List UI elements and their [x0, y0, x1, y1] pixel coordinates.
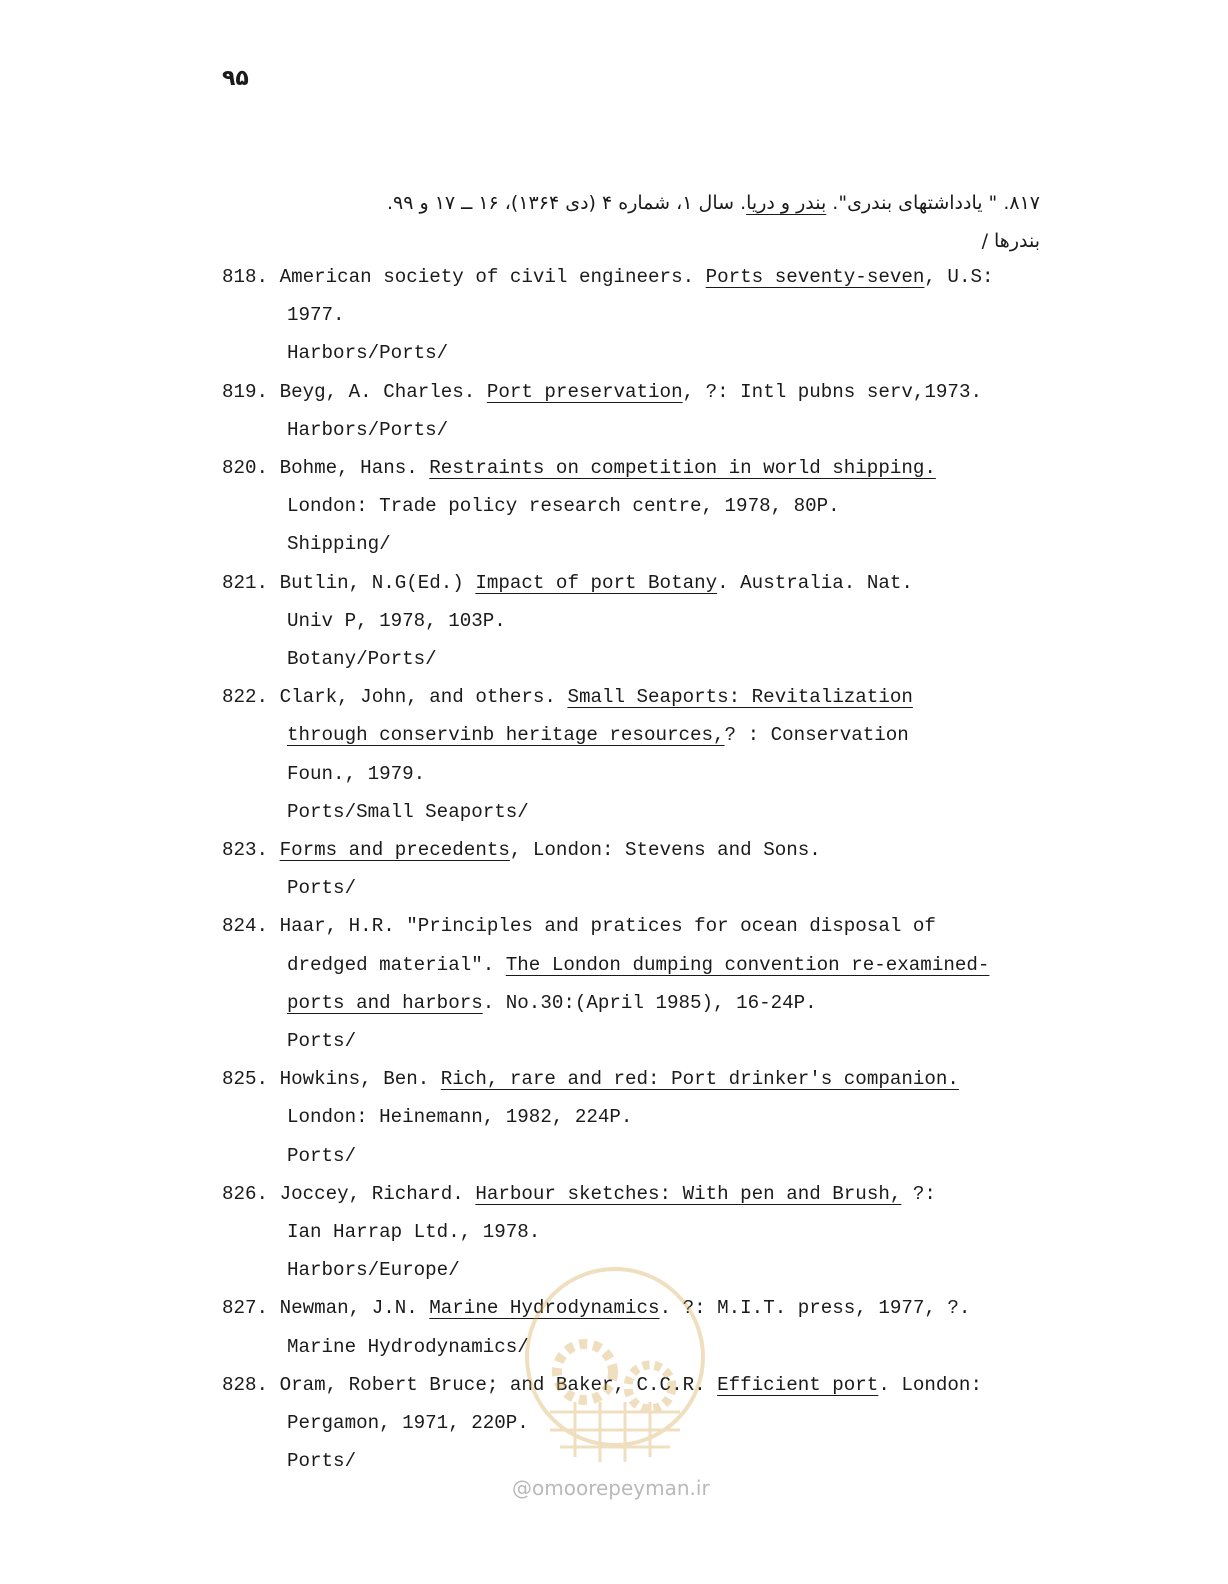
- entry-text: Ports/: [287, 1144, 357, 1167]
- entry-text: Haar, H.R. "Principles and pratices for ocean disposal of: [279, 915, 936, 938]
- entry-text: Butlin, N.G(Ed.): [279, 571, 476, 594]
- bib-entry-line: [222, 373, 1122, 411]
- entry-text: Pergamon, 1971, 220P.: [287, 1412, 529, 1435]
- entry-title: ports and harbors: [287, 991, 483, 1014]
- bib-entry: [222, 1060, 1122, 1175]
- bib-entry: [222, 678, 1122, 831]
- entry-text: Shipping/: [287, 533, 391, 556]
- entry-text: Ports/: [287, 1450, 357, 1473]
- bib-entry: [222, 907, 1122, 1060]
- entry-text: . ?: M.I.T. press, 1977, ?.: [659, 1297, 971, 1320]
- entry-text: Howkins, Ben.: [279, 1068, 441, 1091]
- page-number: ۹۵: [222, 66, 249, 91]
- entry-text: Univ P, 1978, 103P.: [287, 609, 506, 632]
- entry-text: , U.S:: [924, 266, 994, 288]
- persian-text: ۸۱۷. " یادداشتهای بندری".: [826, 192, 1040, 214]
- bib-entry-line: [222, 1060, 1122, 1098]
- persian-entry-line-2: بندرها /: [981, 230, 1040, 252]
- bib-entry-line: [222, 449, 1122, 487]
- entry-text: Harbors/Europe/: [287, 1259, 460, 1282]
- entry-text: Ports/: [287, 877, 357, 900]
- entry-text: , London: Stevens and Sons.: [509, 839, 821, 862]
- bib-entry-line: [222, 831, 1122, 869]
- entry-number: 826.: [222, 1182, 269, 1205]
- entry-title: Impact of port Botany: [475, 571, 718, 594]
- bib-entry: [222, 373, 1122, 449]
- entry-number: 823.: [222, 839, 269, 862]
- bib-entry-line: [222, 793, 1122, 831]
- entry-text: Joccey, Richard.: [279, 1182, 476, 1205]
- entry-number: 818.: [222, 266, 269, 288]
- entry-text: 1977.: [287, 304, 345, 327]
- entry-text: . Australia. Nat.: [717, 571, 913, 594]
- entry-title: through conservinb heritage resources,: [287, 724, 725, 747]
- entry-text: Ian Harrap Ltd., 1978.: [287, 1221, 541, 1244]
- bib-entry: [222, 258, 1122, 373]
- bib-entry-line: [222, 1137, 1122, 1175]
- entry-text: Ports/Small Seaports/: [287, 800, 529, 823]
- entry-title: Marine Hydrodynamics: [429, 1297, 660, 1320]
- bib-entry-line: [222, 296, 1122, 334]
- entry-title: Harbour sketches: With pen and Brush,: [475, 1182, 902, 1205]
- bib-entry-line: [222, 1175, 1122, 1213]
- bib-entry: [222, 449, 1122, 564]
- bib-entry-line: [222, 487, 1122, 525]
- entry-title: The London dumping convention re-examined-: [505, 953, 990, 976]
- bib-entry-line: [222, 602, 1122, 640]
- entry-title: Small Seaports: Revitalization: [567, 686, 913, 709]
- persian-entry-817: [240, 184, 1040, 260]
- bib-entry-line: [222, 907, 1122, 945]
- entry-title: Forms and precedents: [279, 839, 510, 862]
- bib-entry-line: [222, 411, 1122, 449]
- persian-text: . سال ۱، شماره ۴ (دی ۱۳۶۴)، ۱۶ ــ ۱۷ و ۹۹.: [386, 192, 747, 214]
- entry-text: Foun., 1979.: [287, 762, 426, 785]
- entry-text: London: Trade policy research centre, 1978, 80P.: [287, 495, 840, 518]
- entry-number: 825.: [222, 1068, 269, 1091]
- entry-text: Beyg, A. Charles.: [279, 380, 487, 403]
- entry-text: ?:: [901, 1182, 936, 1205]
- entry-text: American society of civil engineers.: [279, 266, 706, 288]
- bib-entry-line: [222, 1213, 1122, 1251]
- entry-text: Botany/Ports/: [287, 648, 437, 671]
- bib-entry-line: [222, 525, 1122, 563]
- bib-entry: [222, 564, 1122, 679]
- entry-title: Efficient port: [717, 1373, 879, 1396]
- bib-entry-line: [222, 1022, 1122, 1060]
- entry-text: , ?: Intl pubns serv,1973.: [682, 380, 982, 403]
- entry-text: Oram, Robert Bruce; and Baker, C.C.R.: [279, 1373, 718, 1396]
- entry-text: Clark, John, and others.: [279, 686, 568, 709]
- entry-number: 827.: [222, 1297, 269, 1320]
- entry-title: Port preservation: [486, 380, 683, 403]
- watermark-text: @omoorepeyman.ir: [512, 1476, 710, 1500]
- entry-text: Ports/: [287, 1030, 357, 1053]
- bib-entry-line: [222, 640, 1122, 678]
- entry-title: Restraints on competition in world shipping.: [429, 457, 936, 480]
- entry-text: ? : Conservation: [724, 724, 909, 747]
- bib-entry: [222, 831, 1122, 907]
- bib-entry-line: [222, 1098, 1122, 1136]
- bib-entry-line: [222, 258, 1122, 296]
- entry-text: dredged material".: [287, 953, 506, 976]
- entry-text: London: Heinemann, 1982, 224P.: [287, 1106, 633, 1129]
- entry-text: . No.30:(April 1985), 16-24P.: [482, 991, 817, 1014]
- entry-text: Harbors/Ports/: [287, 418, 449, 441]
- watermark-logo: [520, 1262, 710, 1472]
- bib-entry-line: [222, 334, 1122, 372]
- entry-number: 819.: [222, 380, 269, 403]
- bib-entry-line: [222, 716, 1122, 754]
- entry-title: Ports seventy-seven: [705, 266, 925, 288]
- entry-text: . London:: [878, 1373, 982, 1396]
- entry-text: Marine Hydrodynamics/: [287, 1335, 529, 1358]
- entry-title: Rich, rare and red: Port drinker's companion.: [440, 1068, 959, 1091]
- bib-entry-line: [222, 946, 1122, 984]
- bib-entry-line: [222, 869, 1122, 907]
- entry-text: Harbors/Ports/: [287, 342, 449, 365]
- entry-number: 824.: [222, 915, 269, 938]
- entry-number: 820.: [222, 457, 269, 480]
- bib-entry-line: [222, 984, 1122, 1022]
- entry-number: 828.: [222, 1373, 269, 1396]
- entry-number: 822.: [222, 686, 269, 709]
- bib-entry-line: [222, 678, 1122, 716]
- bib-entry-line: [222, 564, 1122, 602]
- bib-entry-line: [222, 755, 1122, 793]
- persian-entry-line-1: [240, 184, 1040, 222]
- persian-title: بندر و دریا: [746, 192, 827, 214]
- entry-text: Bohme, Hans.: [279, 457, 430, 480]
- entry-text: Newman, J.N.: [279, 1297, 430, 1320]
- entry-number: 821.: [222, 571, 269, 594]
